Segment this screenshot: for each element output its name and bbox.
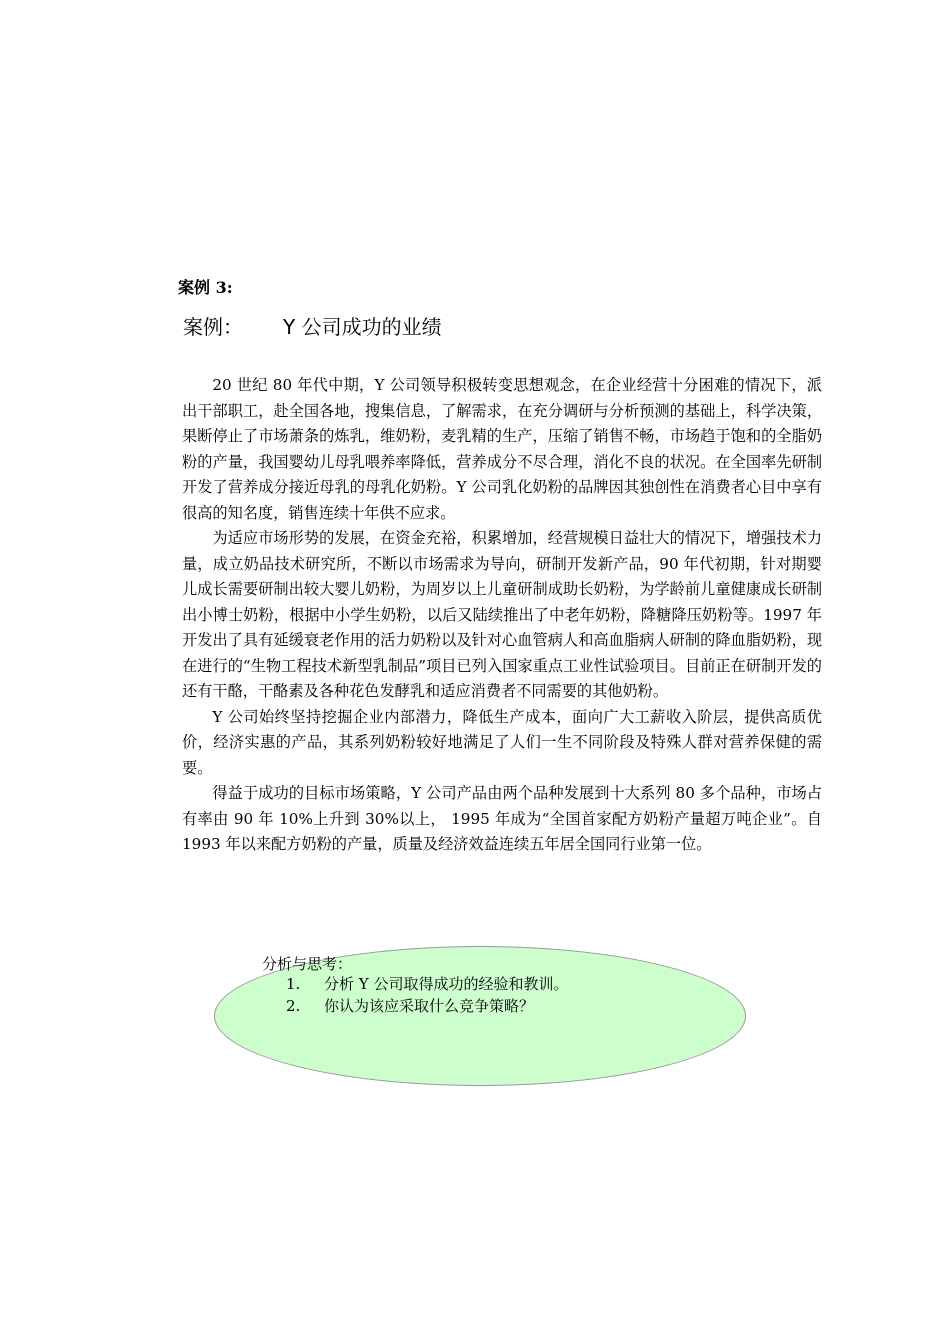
paragraph-3: Y 公司始终坚持挖掘企业内部潜力，降低生产成本，面向广大工薪收入阶层，提供高质优价，经济实惠的产品，其系列奶粉较好地满足了人们一生不同阶段及特殊人群对营养保健的需要。 (182, 707, 822, 777)
page-title (183, 313, 442, 341)
paragraph-2: 为适应市场形势的发展，在资金充裕，积累增加，经营规模日益壮大的情况下，增强技术力量，成立奶品技术研究所，不断以市场需求为导向，研制开发新产品，90 年代初期，针对期婴儿成长需要研制出较大婴儿奶粉，为周岁以上儿童研制成助长奶粉，为学龄前儿童健康成长研制出小博士奶粉，根据中小学生奶粉，以后又陆续推出了中老年奶粉，降糖降压奶粉等。1997 年开发出了具有延缓衰老作用的活力奶粉以及针对心血管病人和高血脂病人研制的降血脂奶粉，现在进行的“生物工程技术新型乳制品”项目已列入国家重点工业性试验项目。目前正在研制开发的还有干酪，干酪素及各种花色发酵乳和适应消费者不同需要的其他奶粉。 (182, 529, 822, 700)
title-prefix: 案例： (183, 315, 243, 339)
title-text: Y 公司成功的业绩 (283, 315, 442, 339)
question-item (286, 995, 534, 1017)
question-item (286, 973, 568, 995)
analysis-title: 分析与思考： (262, 955, 353, 973)
case-body (182, 373, 822, 858)
question-number: 2. (286, 997, 301, 1015)
case-label: 案例 3: (178, 278, 233, 297)
paragraph-1: 20 世纪 80 年代中期，Y 公司领导积极转变思想观念，在企业经营十分困难的情况下，派出干部职工，赴全国各地，搜集信息，了解需求，在充分调研与分析预测的基础上，科学决策，果断停止了市场萧条的炼乳，维奶粉，麦乳精的生产，压缩了销售不畅，市场趋于饱和的全脂奶粉的产量，我国婴幼儿母乳喂养率降低，营养成分不尽合理，消化不良的状况。在全国率先研制开发了营养成分接近母乳的母乳化奶粉。Y 公司乳化奶粉的品牌因其独创性在消费者心目中享有很高的知名度，销售连续十年供不应求。 (182, 376, 822, 522)
question-text: 你认为该应采取什么竞争策略？ (324, 997, 535, 1015)
question-number: 1. (286, 975, 301, 993)
paragraph-4: 得益于成功的目标市场策略，Y 公司产品由两个品种发展到十大系列 80 多个品种，市场占有率由 90 年 10%上升到 30%以上， 1995 年成为“全国首家配方奶粉产量超万吨企业”。自 1993 年以来配方奶粉的产量，质量及经济效益连续五年居全国同行业第一位。 (182, 784, 822, 853)
question-text: 分析 Y 公司取得成功的经验和教训。 (324, 975, 569, 993)
